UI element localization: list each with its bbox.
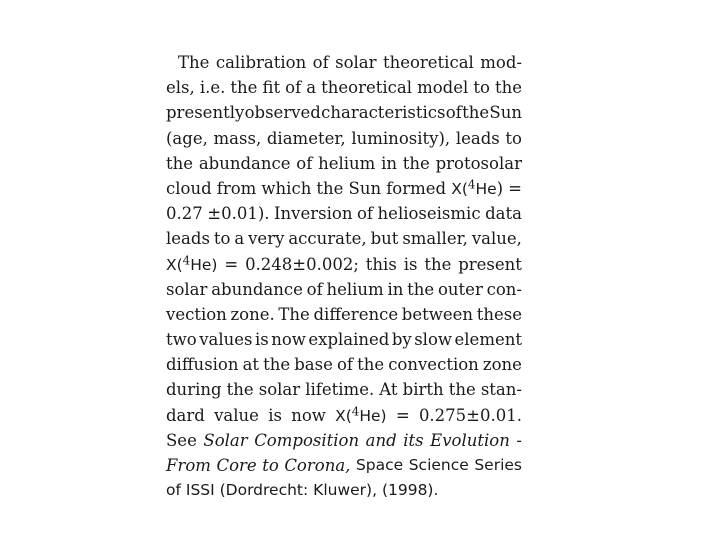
word: these bbox=[476, 304, 522, 324]
text-line-17 bbox=[166, 453, 522, 478]
word: this bbox=[365, 254, 397, 274]
text-line-15 bbox=[166, 403, 522, 428]
word: the bbox=[316, 178, 344, 198]
isotope-mass-number: 4 bbox=[467, 177, 476, 192]
word: value bbox=[214, 405, 259, 425]
word: birth bbox=[402, 380, 444, 400]
formula-x: X( bbox=[451, 179, 468, 198]
word: the bbox=[424, 254, 452, 274]
word: the bbox=[407, 279, 435, 299]
word: the bbox=[230, 78, 258, 98]
word: Inversion bbox=[274, 204, 353, 224]
equals-sign: = bbox=[395, 405, 410, 425]
word: vection bbox=[166, 304, 227, 324]
book-title-word: to bbox=[262, 456, 279, 475]
word: very bbox=[248, 229, 285, 249]
word: observed bbox=[244, 103, 321, 123]
word: ±0.01). bbox=[207, 204, 270, 224]
word: fit bbox=[262, 78, 281, 98]
text-line-10 bbox=[166, 277, 522, 302]
word: of bbox=[445, 103, 462, 123]
word: calibration bbox=[215, 53, 307, 72]
formula-he: He) bbox=[359, 406, 387, 425]
word: values bbox=[199, 330, 253, 350]
word: abundance bbox=[211, 279, 303, 299]
word: the bbox=[166, 153, 194, 173]
word: the bbox=[462, 103, 490, 123]
word: At bbox=[379, 380, 398, 400]
word: the bbox=[494, 78, 522, 98]
word: the bbox=[448, 380, 476, 400]
text-line-2 bbox=[166, 75, 522, 100]
formula-close: ) bbox=[496, 178, 504, 198]
word: See bbox=[166, 430, 197, 450]
word: base bbox=[294, 355, 333, 375]
word: of bbox=[306, 279, 323, 299]
word: the bbox=[402, 153, 430, 173]
word: is bbox=[403, 254, 418, 274]
word: is bbox=[268, 405, 282, 425]
word: leads bbox=[455, 128, 500, 148]
word: dard bbox=[166, 405, 205, 425]
word: theoretical bbox=[382, 53, 474, 72]
equals-sign: = bbox=[508, 178, 522, 198]
word: of bbox=[296, 153, 313, 173]
word: presently bbox=[166, 103, 245, 123]
text-line-11 bbox=[166, 302, 522, 327]
word: of bbox=[356, 204, 374, 224]
word: formed bbox=[386, 178, 447, 198]
text-line-3 bbox=[166, 100, 522, 125]
word: model bbox=[417, 78, 469, 98]
word: mod- bbox=[480, 53, 522, 72]
word: els, bbox=[166, 78, 195, 98]
word: the bbox=[263, 355, 291, 375]
word: outer bbox=[437, 279, 483, 299]
word: diameter, bbox=[266, 128, 346, 148]
book-title-word: Composition bbox=[254, 430, 360, 450]
formula-he: He bbox=[475, 179, 497, 198]
book-title-word: Corona, bbox=[284, 456, 351, 475]
word: cloud bbox=[166, 178, 212, 198]
word: zone. bbox=[230, 304, 275, 324]
citation-publisher: of ISSI (Dordrecht: Kluwer), (1998). bbox=[166, 481, 439, 500]
title-dash: - bbox=[516, 430, 522, 450]
word: of bbox=[312, 53, 329, 72]
word: of bbox=[336, 355, 353, 375]
word: to bbox=[213, 229, 231, 249]
word: 0.275±0.01. bbox=[418, 405, 522, 425]
word: a bbox=[306, 78, 317, 98]
word: 0.248±0.002; bbox=[245, 254, 359, 274]
word: two bbox=[166, 330, 197, 350]
word: during bbox=[166, 380, 222, 400]
word: theoretical bbox=[321, 78, 413, 98]
word: from bbox=[216, 178, 257, 198]
word: a bbox=[234, 229, 245, 249]
formula-x: X( bbox=[166, 255, 183, 274]
book-title-word: Solar bbox=[203, 430, 248, 450]
word: now bbox=[291, 405, 326, 425]
helium-formula bbox=[335, 403, 386, 428]
word: helium bbox=[318, 153, 376, 173]
text-line-13 bbox=[166, 352, 522, 377]
word: convection bbox=[388, 355, 479, 375]
word: accurate, bbox=[288, 229, 367, 249]
text-line-16 bbox=[166, 428, 522, 453]
word: to bbox=[473, 78, 490, 98]
series-word: Science bbox=[408, 456, 469, 474]
isotope-mass-number: 4 bbox=[351, 404, 360, 419]
word: at bbox=[242, 355, 260, 375]
helium-formula bbox=[451, 176, 503, 201]
word: stan- bbox=[480, 380, 522, 400]
word: by bbox=[391, 330, 412, 350]
text-line-9 bbox=[166, 252, 522, 277]
book-title-word: its bbox=[403, 430, 424, 450]
word: now bbox=[271, 330, 306, 350]
word: solar bbox=[335, 53, 377, 72]
word: mass, bbox=[213, 128, 262, 148]
word: element bbox=[454, 330, 522, 350]
text-line-12 bbox=[166, 327, 522, 352]
book-title-word: and bbox=[365, 430, 397, 450]
word: solar bbox=[166, 279, 208, 299]
word: (age, bbox=[166, 128, 208, 148]
word: which bbox=[261, 178, 312, 198]
word: of bbox=[285, 78, 302, 98]
text-line-1 bbox=[166, 50, 522, 75]
word: helioseismic bbox=[377, 204, 481, 224]
formula-x: X( bbox=[335, 406, 352, 425]
word: in bbox=[381, 153, 398, 173]
text-line-14 bbox=[166, 377, 522, 402]
word: solar bbox=[258, 380, 301, 400]
equals-sign: = bbox=[224, 254, 239, 274]
word: i.e. bbox=[199, 78, 226, 98]
word: smaller, bbox=[402, 229, 468, 249]
text-line-4 bbox=[166, 126, 522, 151]
text-line-6 bbox=[166, 176, 522, 201]
paragraph bbox=[166, 50, 522, 503]
word: Sun bbox=[348, 178, 382, 198]
word: leads bbox=[166, 229, 210, 249]
text-line-5 bbox=[166, 151, 522, 176]
series-word: Space bbox=[355, 456, 404, 474]
word: data bbox=[485, 204, 522, 224]
word: luminosity), bbox=[351, 128, 451, 148]
text-line-7 bbox=[166, 201, 522, 226]
word: to bbox=[505, 128, 522, 148]
word: between bbox=[401, 304, 474, 324]
word: but bbox=[370, 229, 399, 249]
formula-he: He) bbox=[190, 255, 218, 274]
word: diffusion bbox=[166, 355, 239, 375]
word: value, bbox=[471, 229, 522, 249]
isotope-mass-number: 4 bbox=[182, 253, 191, 268]
word: characteristics bbox=[321, 103, 446, 123]
word: present bbox=[458, 254, 522, 274]
word: slow bbox=[414, 330, 453, 350]
helium-formula bbox=[166, 252, 217, 277]
word: the bbox=[226, 380, 254, 400]
word: The bbox=[178, 53, 210, 72]
word: The bbox=[278, 304, 310, 324]
word: is bbox=[254, 330, 269, 350]
word: difference bbox=[313, 304, 399, 324]
word: explained bbox=[308, 330, 390, 350]
word: protosolar bbox=[435, 153, 522, 173]
word: 0.27 bbox=[166, 204, 203, 224]
word: helium bbox=[326, 279, 384, 299]
text-line-8 bbox=[166, 226, 522, 251]
word: in bbox=[387, 279, 404, 299]
word: abundance bbox=[198, 153, 291, 173]
book-title-word: From bbox=[166, 456, 211, 475]
word: con- bbox=[486, 279, 522, 299]
word: lifetime. bbox=[305, 380, 375, 400]
word: the bbox=[357, 355, 385, 375]
book-title-word: Core bbox=[216, 456, 257, 475]
word: zone bbox=[482, 355, 522, 375]
series-word: Series bbox=[474, 456, 522, 474]
book-title-word: Evolution bbox=[430, 430, 510, 450]
word: Sun bbox=[489, 103, 522, 123]
text-line-18 bbox=[166, 478, 522, 503]
